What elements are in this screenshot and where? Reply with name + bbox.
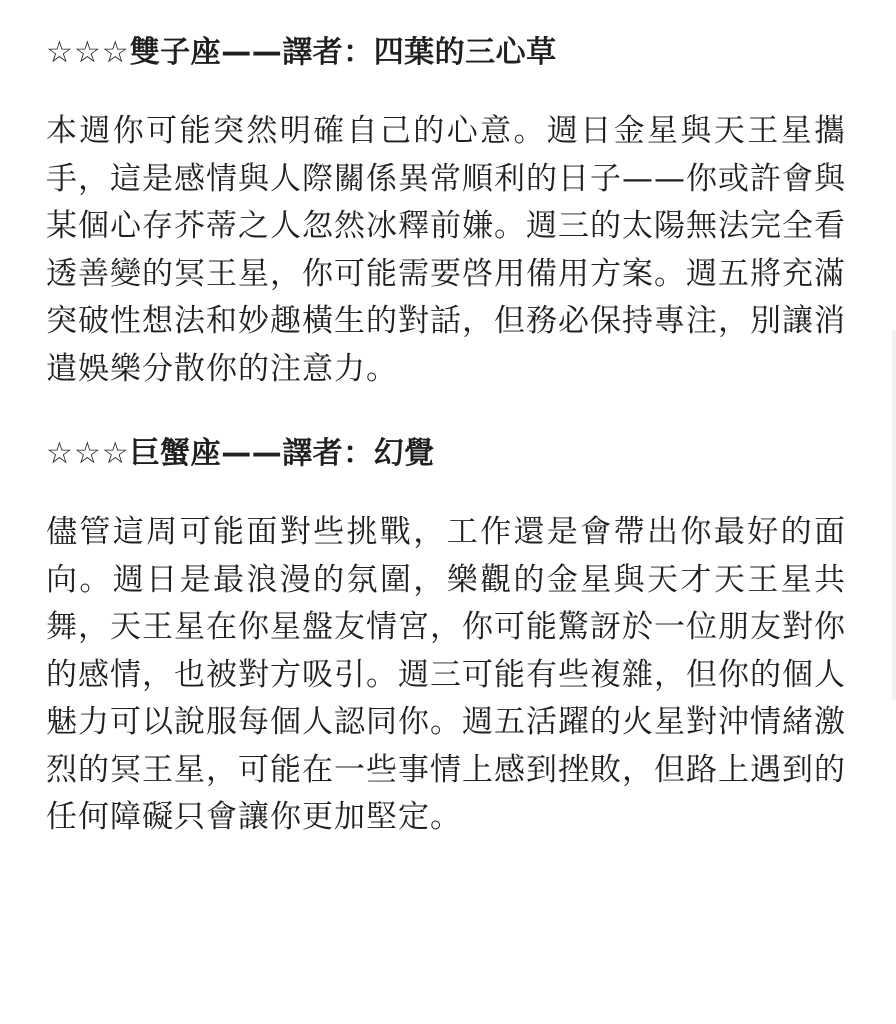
cancer-heading [46, 423, 846, 485]
translator-name: 四葉的三心草 [373, 35, 557, 70]
cancer-section [46, 423, 846, 842]
translator-label: 譯者： [282, 35, 374, 70]
star-rating-icon: ☆☆☆ [46, 436, 130, 471]
cancer-body: 儘管這周可能面對些挑戰，工作還是會帶出你最好的面向。週日是最浪漫的氛圍，樂觀的金星與天才天王星共舞，天王星在你星盤友情宮，你可能驚訝於一位朋友對你的感情，也被對方吸引。週三可能有些複雜，但你的個人魅力可以說服每個人認同你。週五活躍的火星對沖情緒激烈的冥王星，可能在一些事情上感到挫敗，但路上遇到的任何障礙只會讓你更加堅定。 [46, 514, 846, 835]
gemini-heading [46, 22, 846, 84]
sign-name: 雙子座 [129, 35, 222, 70]
horoscope-article [46, 22, 846, 872]
gemini-section [46, 22, 846, 393]
translator-name: 幻覺 [373, 436, 435, 471]
star-rating-icon: ☆☆☆ [46, 35, 130, 70]
scrollbar-track[interactable] [892, 330, 896, 700]
translator-label: 譯者： [282, 436, 374, 471]
heading-dash: —— [221, 436, 283, 471]
heading-dash: —— [221, 35, 283, 70]
gemini-body: 本週你可能突然明確自己的心意。週日金星與天王星攜手，這是感情與人際關係異常順利的日子——你或許會與某個心存芥蒂之人忽然冰釋前嫌。週三的太陽無法完全看透善變的冥王星，你可能需要啓用備用方案。週五將充滿突破性想法和妙趣橫生的對話，但務必保持專注，別讓消遣娛樂分散你的注意力。 [46, 113, 846, 387]
sign-name: 巨蟹座 [129, 436, 222, 471]
